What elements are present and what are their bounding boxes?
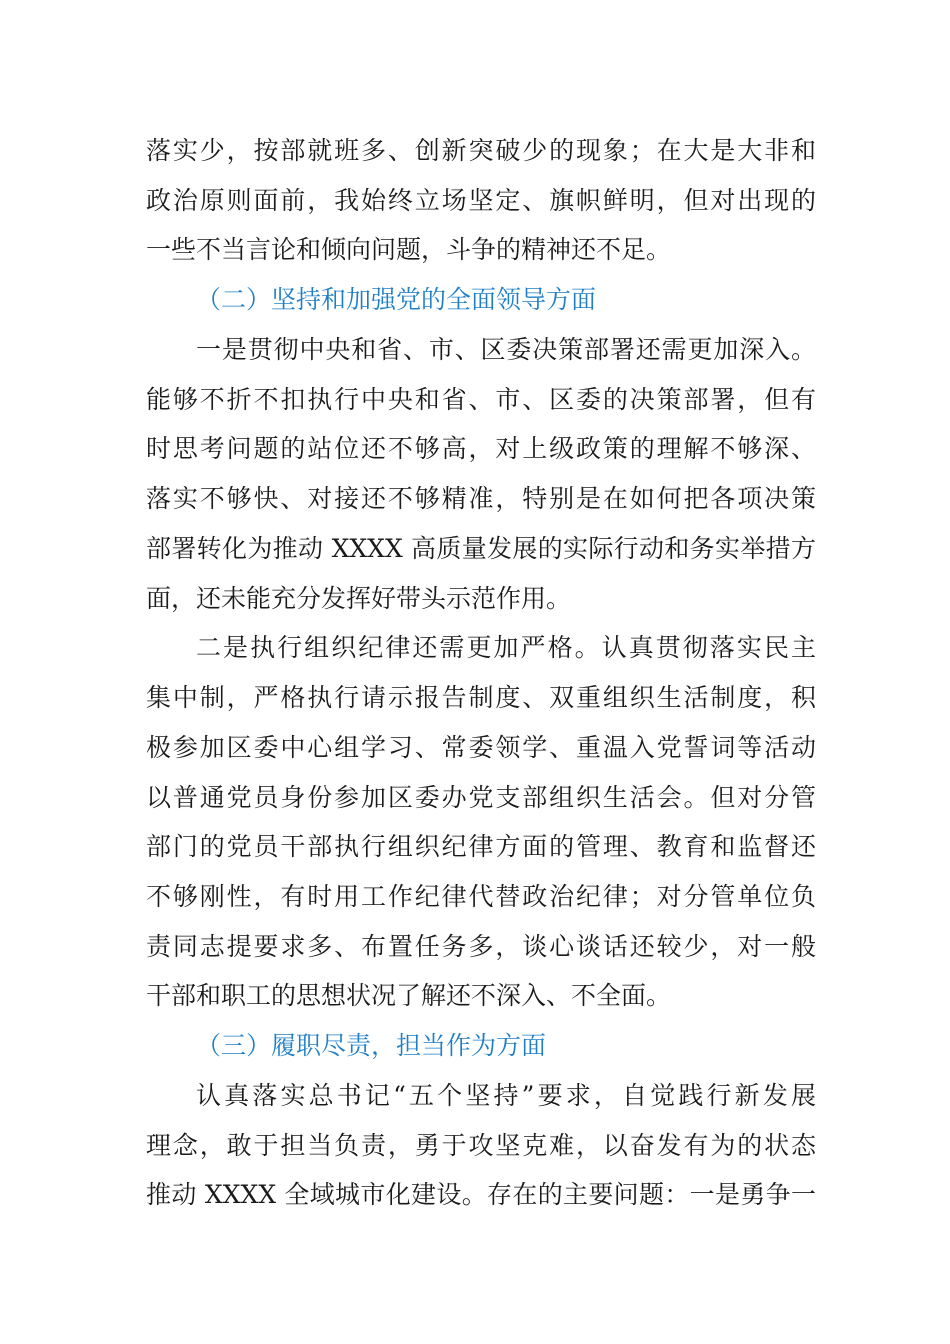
body-text-line: 推动 XXXX 全域城市化建设。存在的主要问题：一是勇争一 (146, 1180, 816, 1209)
body-text-line: 以普通党员身份参加区委办党支部组织生活会。但对分管 (146, 783, 816, 812)
paragraph-first-line: 二是执行组织纪律还需更加严格。认真贯彻落实民主 (196, 633, 816, 662)
body-text-line: 集中制，严格执行请示报告制度、双重组织生活制度，积 (146, 683, 816, 712)
body-text-line: 时思考问题的站位还不够高，对上级政策的理解不够深、 (146, 434, 816, 463)
body-text-line: 落实不够快、对接还不够精准，特别是在如何把各项决策 (146, 484, 816, 513)
body-text-line: 责同志提要求多、布置任务多，谈心谈话还较少，对一般 (146, 932, 816, 961)
body-text-line: 极参加区委中心组学习、常委领学、重温入党誓词等活动 (146, 733, 816, 762)
body-text-line: 理念，敢于担当负责，勇于攻坚克难，以奋发有为的状态 (146, 1131, 816, 1160)
body-text-line: 干部和职工的思想状况了解还不深入、不全面。 (146, 981, 672, 1010)
body-text-line: 政治原则面前，我始终立场坚定、旗帜鲜明，但对出现的 (146, 186, 816, 215)
body-text-line: 部署转化为推动 XXXX 高质量发展的实际行动和务实举措方 (146, 534, 816, 563)
body-text-line: 不够刚性，有时用工作纪律代替政治纪律；对分管单位负 (146, 882, 816, 911)
paragraph-first-line: 认真落实总书记“五个坚持”要求，自觉践行新发展 (196, 1081, 816, 1110)
body-text-line: 能够不折不扣执行中央和省、市、区委的决策部署，但有 (146, 385, 816, 414)
body-text-line: 一些不当言论和倾向问题，斗争的精神还不足。 (146, 235, 672, 264)
section-heading-3: （三）履职尽责，担当作为方面 (196, 1031, 547, 1060)
body-text-line: 面，还未能充分发挥好带头示范作用。 (146, 584, 572, 613)
section-heading-2: （二）坚持和加强党的全面领导方面 (196, 285, 597, 314)
body-text-line: 落实少，按部就班多、创新突破少的现象；在大是大非和 (146, 136, 816, 165)
body-text-line: 部门的党员干部执行组织纪律方面的管理、教育和监督还 (146, 832, 816, 861)
paragraph-first-line: 一是贯彻中央和省、市、区委决策部署还需更加深入。 (196, 335, 816, 364)
